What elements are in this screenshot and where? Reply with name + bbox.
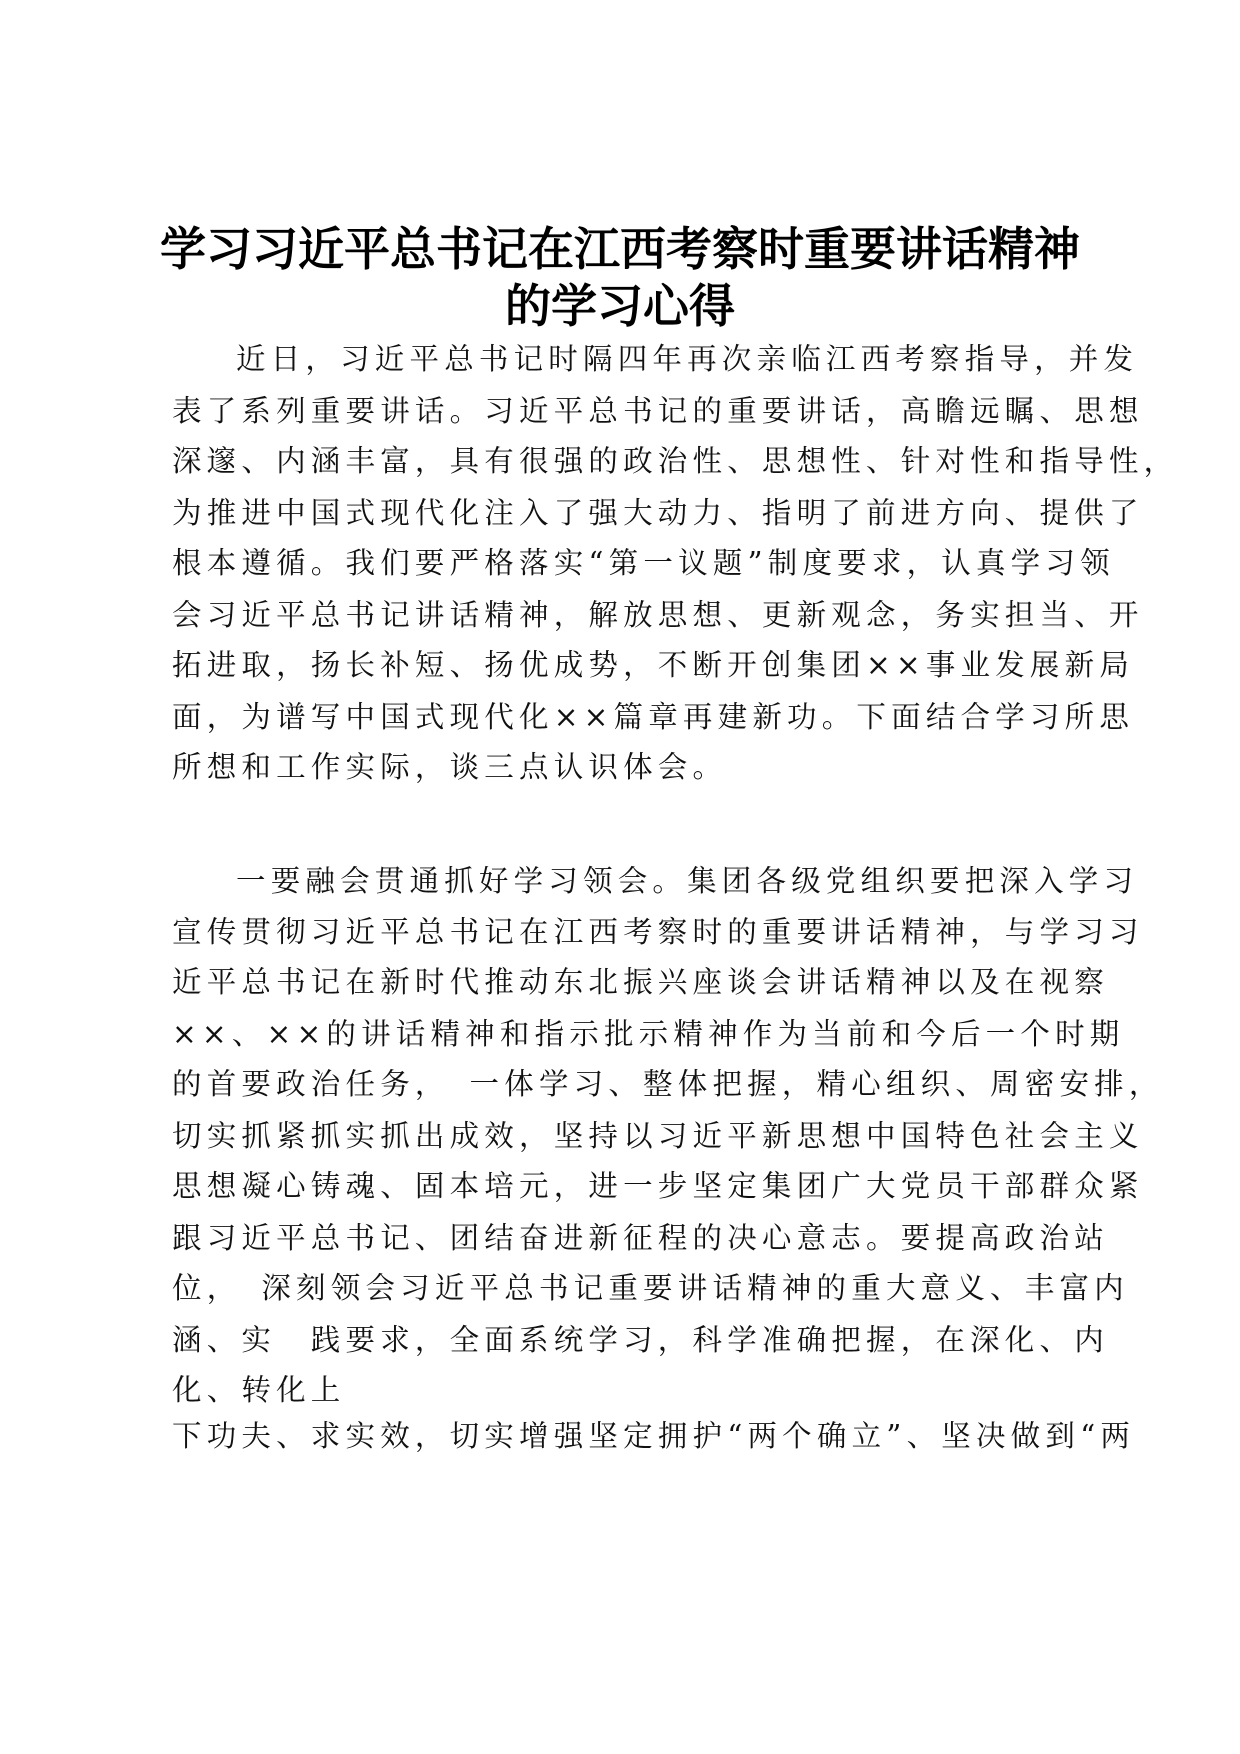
- paragraph-line: 位， 深刻领会习近平总书记重要讲话精神的重大意义、丰富内: [172, 1271, 1129, 1305]
- paragraph-line: 拓进取，扬长补短、扬优成势，不断开创集团××事业发展新局: [172, 648, 1135, 682]
- paragraph-line: ××、××的讲话精神和指示批示精神作为当前和今后一个时期: [172, 1017, 1125, 1051]
- paragraph-line: 化、转化上: [172, 1373, 346, 1407]
- paragraph-line: 宣传贯彻习近平总书记在江西考察时的重要讲话精神，与学习习: [172, 915, 1144, 949]
- paragraph-line: 切实抓紧抓实抓出成效，坚持以习近平新思想中国特色社会主义: [172, 1119, 1144, 1153]
- paragraph-line: 跟习近平总书记、团结奋进新征程的决心意志。要提高政治站: [172, 1221, 1109, 1255]
- paragraph-line: 的首要政治任务， 一体学习、整体把握，精心组织、周密安排，: [172, 1067, 1164, 1101]
- document-title-line-1: 学习习近平总书记在江西考察时重要讲话精神: [160, 222, 1080, 276]
- paragraph-line: 一要融会贯通抓好学习领会。集团各级党组织要把深入学习: [236, 864, 1139, 898]
- paragraph-line: 面，为谱写中国式现代化××篇章再建新功。下面结合学习所思: [172, 700, 1135, 734]
- paragraph-line: 所想和工作实际，谈三点认识体会。: [172, 750, 728, 784]
- paragraph-line: 为推进中国式现代化注入了强大动力、指明了前进方向、提供了: [172, 496, 1144, 530]
- paragraph-line: 下功夫、求实效，切实增强坚定拥护“两个确立”、坚决做到“两: [172, 1419, 1136, 1453]
- paragraph-line: 近平总书记在新时代推动东北振兴座谈会讲话精神以及在视察: [172, 965, 1109, 999]
- paragraph-line: 表了系列重要讲话。习近平总书记的重要讲话，高瞻远瞩、思想: [172, 394, 1144, 428]
- paragraph-line: 涵、实 践要求，全面系统学习，科学准确把握，在深化、内: [172, 1323, 1109, 1357]
- paragraph-line: 根本遵循。我们要严格落实“第一议题”制度要求，认真学习领: [172, 546, 1115, 580]
- paragraph-line: 深邃、内涵丰富，具有很强的政治性、思想性、针对性和指导性，: [172, 444, 1179, 478]
- paragraph-line: 会习近平总书记讲话精神，解放思想、更新观念，务实担当、开: [172, 598, 1144, 632]
- paragraph-line: 近日，习近平总书记时隔四年再次亲临江西考察指导，并发: [236, 342, 1139, 376]
- document-title-line-2: 的学习心得: [505, 279, 735, 333]
- paragraph-line: 思想凝心铸魂、固本培元，进一步坚定集团广大党员干部群众紧: [172, 1169, 1144, 1203]
